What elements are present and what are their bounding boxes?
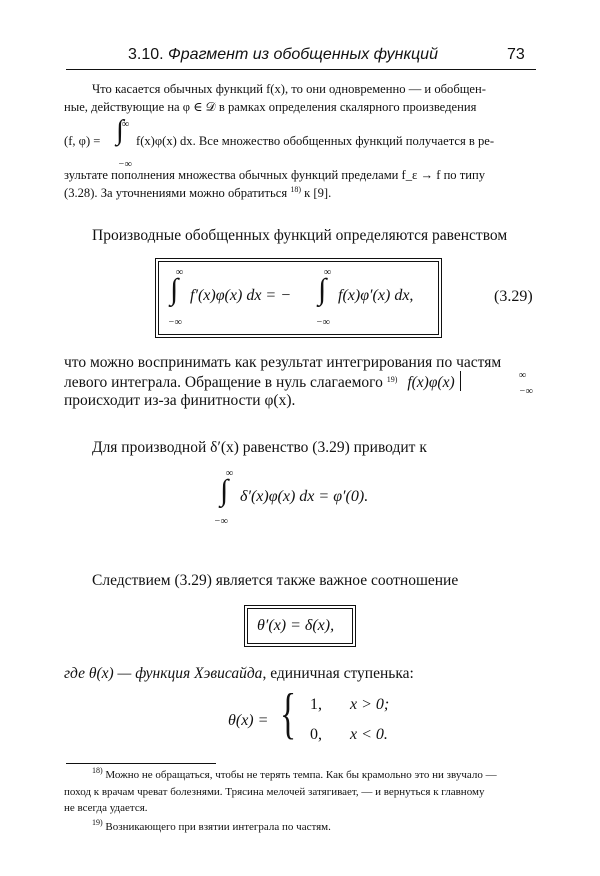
running-header <box>128 46 438 64</box>
case1-value: 1, <box>310 696 322 713</box>
chapter-title: Фрагмент из обобщенных функций <box>168 46 438 63</box>
para3-text: Для производной δ′(x) равенство (3.29) приводит к <box>92 439 427 456</box>
section-number: 3.10. <box>128 46 164 63</box>
footnote-18-line3: не всегда удается. <box>64 802 148 814</box>
equation-label: (3.29) <box>494 288 533 305</box>
inner-lhs: (f, φ) = <box>64 134 101 148</box>
integral-sign: ∫ <box>116 115 124 146</box>
boundary-term: f(x)φ(x) <box>407 374 455 391</box>
footnote-18-line2: поход к врачам чреват болезнями. Трясина мелочей затягивает, — и вернуться к главному <box>64 786 485 798</box>
eq-lhs: f′(x)φ(x) dx = − <box>190 287 292 304</box>
para2-text: Производные обобщенных функций определяются равенством <box>92 227 508 244</box>
theta-eq: θ′(x) = δ(x), <box>257 617 335 634</box>
upper-limit: ∞ <box>122 119 130 130</box>
para4-text: Следствием (3.29) является также важное соотношение <box>92 572 459 589</box>
lower-limit: −∞ <box>118 159 132 170</box>
page-number: 73 <box>507 46 525 63</box>
integral-sign: ∫ <box>170 273 179 306</box>
footnote-rule <box>66 763 216 764</box>
header-rule <box>66 69 536 70</box>
para2-after1: что можно воспринимать как результат интегрирования по частям <box>64 354 502 371</box>
case2-value: 0, <box>310 726 322 743</box>
delta-eq: δ′(x)φ(x) dx = φ′(0). <box>240 488 369 505</box>
upper-limit: ∞ <box>226 468 234 479</box>
delta-prime-equation <box>210 466 470 530</box>
footnote-18-line1: $^{18)}$ Можно не обращаться, чтобы не терять темпа. Как бы крамольно это ни звучало — <box>92 766 497 781</box>
heaviside-term: функция Хэвисайда <box>135 665 263 682</box>
case1-condition: x > 0; <box>350 696 390 713</box>
para1-line4: зультате пополнения множества обычных функций пределами f_ε → f по типу <box>64 168 486 182</box>
left-brace: { <box>280 683 297 745</box>
upper-limit: ∞ <box>176 267 184 278</box>
para1-line5: (3.28). За уточнениями можно обратиться $^{18)}$ к [9]. <box>64 185 332 200</box>
case2-condition: x < 0. <box>350 726 388 743</box>
boxed-equation-329 <box>155 258 442 338</box>
integral-sign: ∫ <box>318 273 327 306</box>
para4-after: где θ(x) — функция Хэвисайда, единичная ступенька: <box>64 665 414 682</box>
eq-rhs: f(x)φ′(x) dx, <box>338 287 414 304</box>
eval-upper: ∞ <box>519 370 527 381</box>
inner-product-line <box>64 115 544 170</box>
eval-bar <box>460 371 461 391</box>
para2-after3: происходит из-за финитности φ(x). <box>64 392 296 409</box>
upper-limit: ∞ <box>324 267 332 278</box>
eval-lower: −∞ <box>519 386 533 397</box>
para1-line2: ные, действующие на φ ∈ 𝒟 в рамках определения скалярного произведения <box>64 100 477 114</box>
lower-limit: −∞ <box>168 317 182 328</box>
para1-line1: Что касается обычных функций f(x), то они одновременно — и обобщен- <box>92 82 486 96</box>
piecewise-theta <box>228 683 428 750</box>
integral-sign: ∫ <box>220 474 229 507</box>
footnote-ref-18: 18) <box>290 185 301 194</box>
lower-limit: −∞ <box>316 317 330 328</box>
footnote-19: $^{19)}$ Возникающего при взятии интеграла по частям. <box>92 818 331 833</box>
footnote-ref-19: 19) <box>386 375 398 384</box>
boxed-theta-eq <box>244 605 356 647</box>
piece-lhs: θ(x) = <box>228 712 269 729</box>
lower-limit: −∞ <box>214 516 228 527</box>
para2-after2: левого интеграла. Обращение в нуль слагаемого $^{19)}$ f(x)φ(x) ∞ −∞ <box>64 371 544 393</box>
inner-rhs: f(x)φ(x) dx. Все множество обобщенных функций получается в ре- <box>136 134 495 148</box>
